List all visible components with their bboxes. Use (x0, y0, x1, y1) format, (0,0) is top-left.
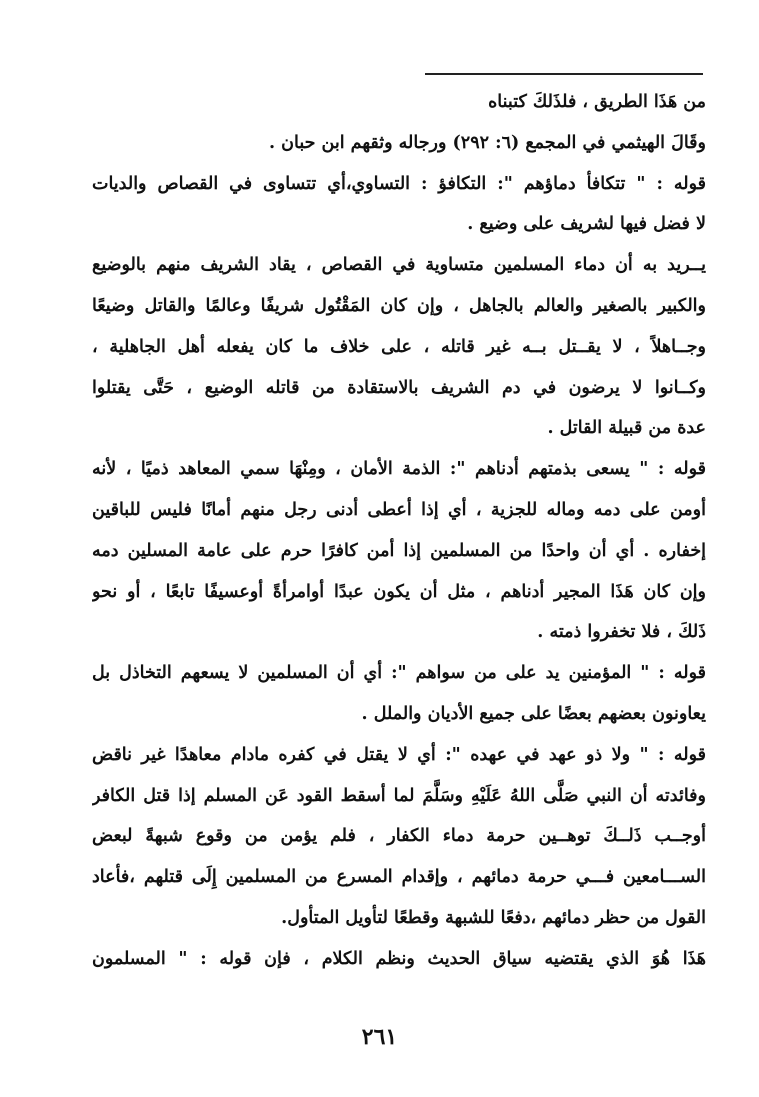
text-line: عدة من قبيلة القاتل . (547, 418, 706, 439)
text-line: يعاونون بعضهم بعضًا على جميع الأديان والملل . (361, 703, 706, 724)
text-line: قوله : " ولا ذو عهد في عهده ": أي لا يقتل في كفره مادام معاهدًا غير ناقض (92, 744, 706, 765)
text-line: القول من حظر دمائهم ،دفعًا للشبهة وقطعًا لتأويل المتأول. (281, 907, 706, 928)
text-line: والكبير بالصغير والعالم بالجاهل ، وإن كان المَقْتُول شريفًا وعالمًا والقاتل وضيعًا (92, 295, 706, 316)
text-line: قوله : " المؤمنين يد على من سواهم ": أي أن المسلمين لا يسعهم التخاذل بل (92, 663, 706, 684)
text-line: هَذَا هُوَ الذي يقتضيه سياق الحديث ونظم الكلام ، فإن قوله : " المسلمون (92, 948, 706, 969)
text-line: أوجــب ذَلــكَ توهــين حرمة دماء الكفار ، فلم يؤمن من وقوع شبهةً لبعض (92, 826, 706, 847)
text-line: وجــاهلاً ، لا يقــتل بــه غير قاتله ، على خلاف ما كان يفعله أهل الجاهلية ، (92, 336, 706, 357)
text-line: من هَذَا الطريق ، فلذَلكَ كتبناه (488, 92, 706, 112)
page-number: ٢٦١ (361, 1024, 398, 1050)
text-line: يــريد به أن دماء المسلمين متساوية في القصاص ، يقاد الشريف منهم بالوضيع (92, 255, 706, 276)
text-line: الســـامعين فـــي حرمة دمائهم ، وإقدام المسرع من المسلمين إِلَى قتلهم ،فأعاد (92, 867, 706, 888)
page-body-text (92, 82, 706, 980)
text-line: قوله : " تتكافأ دماؤهم ": التكافؤ : التساوي،أي تتساوى في القصاص والديات (92, 173, 706, 194)
text-line: إخفاره . أي أن واحدًا من المسلمين إذا أمن كافرًا حرم على عامة المسلين دمه (92, 540, 706, 561)
text-line: وفائدته أن النبي صَلَّى اللهُ عَلَيْهِ وسَلَّمَ لما أسقط القود عَن المسلم إذا قتل الكافر (92, 785, 706, 806)
text-line: أومن على دمه وماله للجزية ، أي إذا أعطى أدنى رجل منهم أمانًا فليس للباقين (92, 499, 706, 520)
text-line: ذَلكَ ، فلا تخفروا ذمته . (537, 622, 706, 643)
text-line: قوله : " يسعى بذمتهم أدناهم ": الذمة الأمان ، ومِنْهَا سمي المعاهد ذميًا ، لأنه (92, 459, 706, 480)
text-line: وكــانوا لا يرضون في دم الشريف بالاستقادة من قاتله الوضيع ، حَتَّى يقتلوا (92, 377, 706, 398)
text-line: وإن كان هَذَا المجير أدناهم ، مثل أن يكون عبدًا أوامرأةً أوعسيفًا تابعًا ، أو نحو (92, 581, 706, 602)
footnote-separator-rule (425, 73, 703, 75)
text-line: لا فضل فيها لشريف على وضيع . (467, 214, 706, 235)
text-line: وقَالَ الهيثمي في المجمع (٦: ٢٩٢) ورجاله وثقهم ابن حبان . (268, 132, 706, 153)
